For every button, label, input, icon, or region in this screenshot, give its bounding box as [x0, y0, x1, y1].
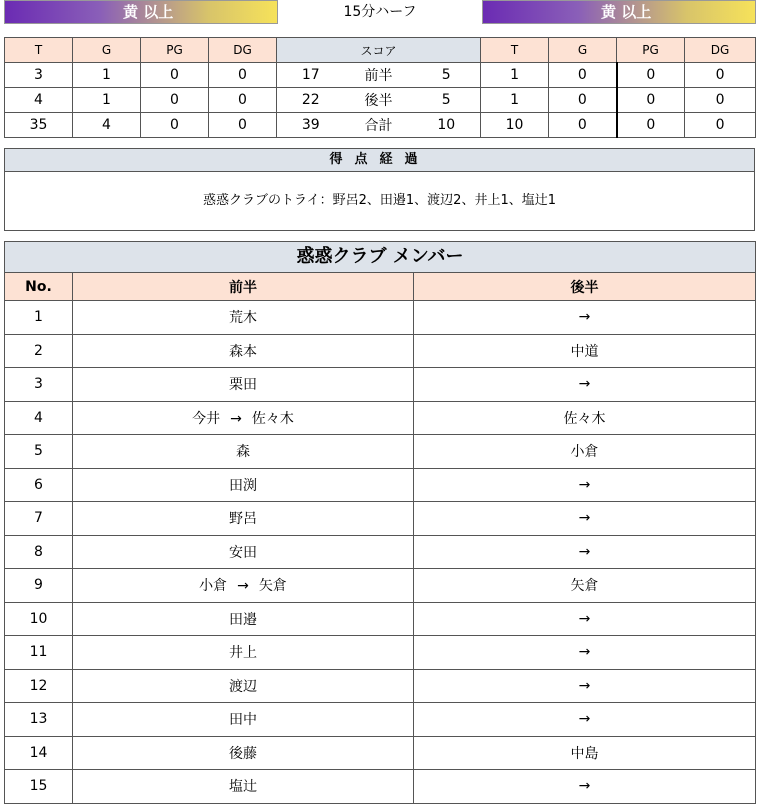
- home-score-cell: 39: [277, 113, 345, 138]
- member-first-half: 田中: [73, 703, 414, 737]
- scoring-progress-panel: [4, 148, 755, 231]
- member-row: [5, 770, 756, 804]
- home-score-cell: 17: [277, 63, 345, 88]
- member-table-title: 惑惑クラブ メンバー: [4, 241, 756, 272]
- member-first-half: 森本: [73, 334, 414, 368]
- substitute-name: 矢倉: [258, 578, 287, 595]
- home-dg-cell: 0: [209, 63, 277, 88]
- home-pg-cell: 0: [141, 88, 209, 113]
- away-t-cell: 1: [481, 88, 549, 113]
- away-g-cell: 0: [549, 113, 617, 138]
- member-row: [5, 569, 756, 603]
- member-second-half: →: [414, 468, 756, 502]
- header-away-t: T: [481, 38, 549, 63]
- substitution-arrow-icon: →: [230, 410, 242, 427]
- member-table: [4, 241, 756, 804]
- header-second-half: 後半: [414, 273, 756, 301]
- member-second-half: →: [414, 535, 756, 569]
- member-number: 3: [5, 368, 73, 402]
- header-away-pg: PG: [617, 38, 685, 63]
- member-first-half: 森: [73, 435, 414, 469]
- member-second-half: →: [414, 368, 756, 402]
- match-format: 15分ハーフ: [343, 4, 417, 20]
- scoring-progress-text: 惑惑クラブのトライ：野呂2、田邉1、渡辺2、井上1、塩辻1: [203, 193, 556, 208]
- member-second-half: →: [414, 502, 756, 536]
- away-dg-cell: 0: [685, 88, 756, 113]
- home-g-cell: 1: [73, 88, 141, 113]
- member-first-half: 井上: [73, 636, 414, 670]
- score-header-row: [5, 38, 756, 63]
- member-number: 15: [5, 770, 73, 804]
- half-label-cell: 後半: [345, 88, 413, 113]
- header-home-t: T: [5, 38, 73, 63]
- home-team-banner: 黄 以上: [4, 0, 278, 24]
- member-second-half: →: [414, 669, 756, 703]
- member-row: [5, 535, 756, 569]
- away-g-cell: 0: [549, 88, 617, 113]
- member-number: 10: [5, 602, 73, 636]
- member-first-half: 田邉: [73, 602, 414, 636]
- home-t-cell: 4: [5, 88, 73, 113]
- score-row: [5, 113, 756, 138]
- member-row: [5, 669, 756, 703]
- home-t-cell: 3: [5, 63, 73, 88]
- member-second-half: 矢倉: [414, 569, 756, 603]
- member-first-half: 栗田: [73, 368, 414, 402]
- score-table: [4, 37, 756, 138]
- home-dg-cell: 0: [209, 88, 277, 113]
- member-number: 7: [5, 502, 73, 536]
- member-first-half: 野呂: [73, 502, 414, 536]
- half-label-cell: 前半: [345, 63, 413, 88]
- score-row: [5, 88, 756, 113]
- away-t-cell: 1: [481, 63, 549, 88]
- member-second-half: 中道: [414, 334, 756, 368]
- member-second-half: 佐々木: [414, 401, 756, 435]
- header-no: No.: [5, 273, 73, 301]
- away-team-banner: 黄 以上: [482, 0, 756, 24]
- member-first-half: 荒木: [73, 301, 414, 335]
- member-number: 6: [5, 468, 73, 502]
- member-second-half: →: [414, 636, 756, 670]
- member-first-half: 安田: [73, 535, 414, 569]
- player-name: 今井: [192, 410, 221, 427]
- member-second-half: →: [414, 602, 756, 636]
- home-score-cell: 22: [277, 88, 345, 113]
- score-row: [5, 63, 756, 88]
- header-home-dg: DG: [209, 38, 277, 63]
- away-dg-cell: 0: [685, 63, 756, 88]
- away-t-cell: 10: [481, 113, 549, 138]
- header-home-pg: PG: [141, 38, 209, 63]
- member-row: [5, 636, 756, 670]
- substitution-arrow-icon: →: [237, 578, 249, 595]
- home-t-cell: 35: [5, 113, 73, 138]
- away-score-cell: 10: [413, 113, 481, 138]
- member-row: [5, 502, 756, 536]
- member-row: [5, 368, 756, 402]
- member-number: 13: [5, 703, 73, 737]
- member-row: [5, 703, 756, 737]
- away-g-cell: 0: [549, 63, 617, 88]
- member-second-half: 小倉: [414, 435, 756, 469]
- home-g-cell: 4: [73, 113, 141, 138]
- member-number: 12: [5, 669, 73, 703]
- member-row: [5, 401, 756, 435]
- member-row: [5, 602, 756, 636]
- member-first-half: 塩辻: [73, 770, 414, 804]
- away-score-cell: 5: [413, 88, 481, 113]
- header-score: スコア: [277, 38, 481, 63]
- scoring-progress-title: 得点経過: [5, 149, 754, 172]
- member-number: 8: [5, 535, 73, 569]
- member-row: [5, 334, 756, 368]
- member-number: 2: [5, 334, 73, 368]
- member-number: 5: [5, 435, 73, 469]
- half-label-cell: 合計: [345, 113, 413, 138]
- member-row: [5, 435, 756, 469]
- member-second-half: →: [414, 770, 756, 804]
- member-first-half: [73, 569, 414, 603]
- member-first-half: 後藤: [73, 736, 414, 770]
- header-first-half: 前半: [73, 273, 414, 301]
- member-number: 11: [5, 636, 73, 670]
- home-pg-cell: 0: [141, 113, 209, 138]
- member-first-half: 田渕: [73, 468, 414, 502]
- home-g-cell: 1: [73, 63, 141, 88]
- member-row: [5, 736, 756, 770]
- member-number: 1: [5, 301, 73, 335]
- away-score-cell: 5: [413, 63, 481, 88]
- header-home-g: G: [73, 38, 141, 63]
- away-pg-cell: 0: [617, 63, 685, 88]
- home-pg-cell: 0: [141, 63, 209, 88]
- member-number: 9: [5, 569, 73, 603]
- substitute-name: 佐々木: [251, 410, 294, 427]
- member-second-half: →: [414, 301, 756, 335]
- header-away-dg: DG: [685, 38, 756, 63]
- away-pg-cell: 0: [617, 113, 685, 138]
- member-first-half: [73, 401, 414, 435]
- member-first-half: 渡辺: [73, 669, 414, 703]
- home-dg-cell: 0: [209, 113, 277, 138]
- member-number: 14: [5, 736, 73, 770]
- member-second-half: →: [414, 703, 756, 737]
- player-name: 小倉: [199, 578, 228, 595]
- member-row: [5, 301, 756, 335]
- away-dg-cell: 0: [685, 113, 756, 138]
- away-pg-cell: 0: [617, 88, 685, 113]
- member-row: [5, 468, 756, 502]
- member-number: 4: [5, 401, 73, 435]
- member-header-row: [5, 273, 756, 301]
- member-second-half: 中島: [414, 736, 756, 770]
- header-away-g: G: [549, 38, 617, 63]
